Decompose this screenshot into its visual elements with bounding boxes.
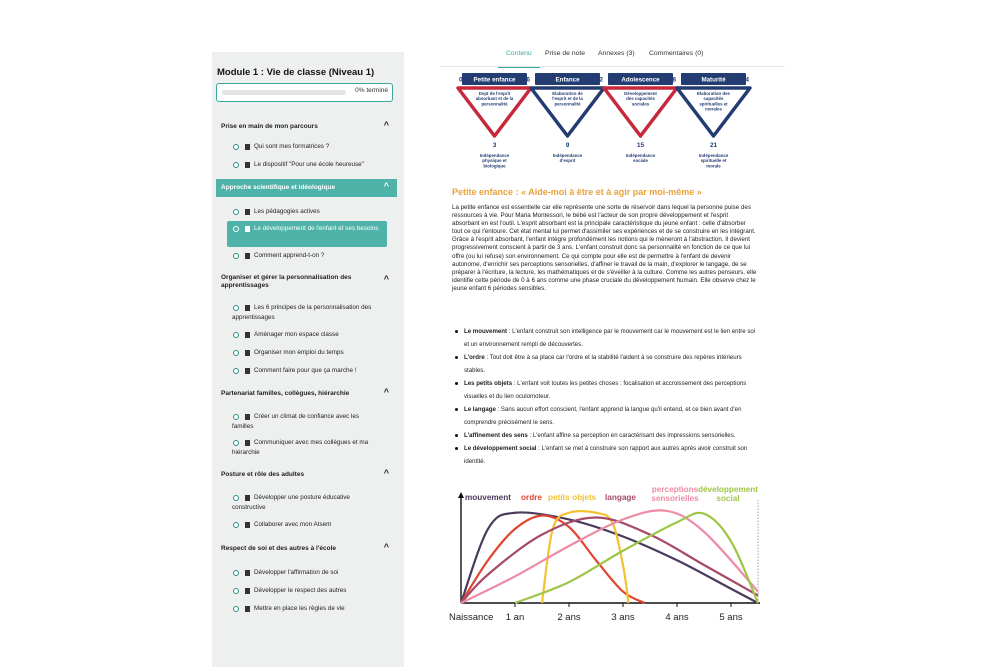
tabs-divider [440, 66, 785, 67]
stage-desc: morales [705, 106, 722, 112]
list-item [452, 325, 757, 351]
document-icon [245, 332, 250, 338]
stage-mid: 9 [565, 142, 570, 149]
tab-commentaires[interactable]: Commentaires (0) [649, 50, 704, 57]
stage-mid-desc: sociale [633, 158, 648, 164]
document-icon [245, 253, 250, 259]
section-title: Prise en main de mon parcours [221, 123, 318, 130]
series-line [515, 513, 758, 603]
item-label: Comment faire pour que ça marche ! [254, 367, 357, 374]
document-icon [245, 350, 250, 356]
series-line [461, 518, 758, 604]
stage-mid-desc: Indépendance [552, 153, 583, 158]
stage-desc: Dvpt de l'esprit [478, 91, 511, 96]
stage-mid-desc: Indépendance [625, 153, 656, 158]
stages-svg [452, 68, 752, 178]
stage-name: Enfance [555, 76, 580, 84]
item-label: Collaborer avec mon Atsem [254, 521, 332, 528]
x-tick-label: Naissance [449, 612, 494, 623]
course-sidebar [212, 52, 404, 667]
circle-icon [233, 332, 239, 338]
bullet-term: L'affinement des sens [464, 432, 528, 439]
circle-icon [233, 350, 239, 356]
bullet-term: Le langage [464, 406, 496, 413]
list-item [452, 351, 757, 377]
legend-label-line: social [716, 494, 740, 503]
section-partenariat[interactable] [216, 385, 397, 399]
document-icon [245, 144, 250, 150]
item-label: Les pédagogies actives [254, 208, 320, 215]
circle-icon [233, 588, 239, 594]
development-stages-diagram [452, 68, 752, 178]
item-label: Aménager mon espace classe [254, 331, 339, 338]
list-item[interactable] [227, 330, 387, 340]
legend-label [698, 486, 758, 503]
chevron-up-icon[interactable]: ^ [383, 181, 389, 191]
x-tick-label: 2 ans [557, 612, 581, 623]
chevron-up-icon[interactable]: ^ [383, 120, 389, 130]
section-title: Approche scientifique et idéologique [221, 184, 336, 191]
item-label: Développer l'affirmation de soi [254, 569, 339, 576]
bullet-text: : Tout doit être à sa place car l'ordre et la stabilité l'aident à se construire des repères intérieurs stables. [464, 354, 742, 374]
section-organiser[interactable] [216, 269, 397, 291]
bullet-text: : Sans aucun effort conscient, l'enfant apprend la langue qu'il entend, et ce bien avant d'en comprendre précisément le sens. [464, 406, 742, 426]
stage-mid-desc: biologique [483, 163, 506, 169]
section-title: Organiser et gérer la personnalisation des apprentissages [221, 274, 352, 289]
stage-end: 12 [595, 76, 603, 84]
stage-end: 6 [526, 76, 530, 84]
stage-desc: personnalité [481, 101, 508, 107]
list-item [452, 403, 757, 429]
tab-prise-de-note[interactable]: Prise de note [545, 50, 586, 57]
stage-desc: personnalité [554, 101, 581, 107]
circle-icon [233, 570, 239, 576]
chevron-up-icon[interactable]: ^ [383, 542, 389, 552]
section-respect[interactable] [216, 540, 397, 554]
list-item[interactable] [227, 586, 387, 596]
chevron-up-icon[interactable]: ^ [383, 387, 389, 397]
circle-icon [233, 368, 239, 374]
bullet-term: Les petits objets [464, 380, 513, 387]
chevron-up-icon[interactable]: ^ [383, 274, 389, 284]
stage-2 [604, 73, 677, 163]
section-prise-en-main[interactable] [216, 118, 397, 132]
y-axis-arrow [458, 492, 464, 498]
stage-desc: l'esprit et de la [552, 96, 583, 102]
list-item-active[interactable] [227, 221, 387, 247]
bullet-term: Le développement social [464, 445, 537, 452]
stage-mid-desc: morale [706, 163, 721, 169]
section-title: Partenariat familles, collègues, hiérarchie [221, 390, 350, 397]
item-label: Communiquer avec mes collègues et ma hiérarchie [232, 439, 369, 456]
stage-mid: 3 [492, 142, 497, 149]
bullet-text: : L'enfant construit son intelligence par le mouvement car le mouvement est le lien entre soi et un environnement rempli de découvertes. [464, 328, 756, 348]
list-item[interactable] [227, 438, 387, 458]
list-item [452, 377, 757, 403]
bullet-term: L'ordre [464, 354, 485, 361]
item-label: Les 6 principes de la personnalisation des apprentissages [232, 304, 372, 321]
circle-icon [233, 606, 239, 612]
progress-bar [222, 90, 346, 95]
stage-name: Adolescence [621, 76, 660, 84]
progress-box [216, 83, 393, 102]
stage-desc: Elaboration de [552, 91, 583, 96]
stage-mid: 15 [636, 142, 645, 149]
list-item[interactable] [227, 493, 387, 513]
chart-svg [445, 486, 770, 631]
circle-icon [233, 209, 239, 215]
stage-desc: capacités [703, 96, 724, 102]
list-item[interactable] [227, 366, 387, 376]
item-label: Mettre en place les règles de vie [254, 605, 345, 612]
document-icon [245, 606, 250, 612]
section-approche-scientifique[interactable] [216, 179, 397, 197]
bullet-text: : L'enfant se met à construire son rapport aux autres après avoir construit son identité. [464, 445, 748, 465]
bullet-text: : L'enfant voit toutes les petites choses : focalisation et accroissement des perceptions visuelles et du lien oculomoteur. [464, 380, 747, 400]
stage-name: Petite enfance [473, 76, 516, 84]
stage-desc: absorbant et de la [475, 96, 514, 102]
stage-start: 0 [459, 76, 463, 84]
stage-mid-desc: spirituelle et [700, 158, 727, 164]
stage-1 [531, 73, 604, 163]
stage-3 [677, 73, 750, 168]
content-tabs [440, 44, 785, 68]
list-item[interactable] [227, 251, 387, 261]
stage-end: 24 [741, 76, 749, 84]
section-title: Respect de soi et des autres à l'école [221, 545, 336, 552]
bullet-text: : L'enfant affine sa perception en caractérisant des impressions sensorielles. [527, 432, 736, 439]
list-item [452, 429, 757, 442]
stage-mid: 21 [709, 142, 718, 149]
circle-icon [233, 253, 239, 259]
section-title: Posture et rôle des adultes [221, 471, 305, 478]
stage-desc: des capacités [626, 96, 655, 102]
circle-icon [233, 522, 239, 528]
item-label: Organiser mon emploi du temps [254, 349, 344, 356]
stage-desc: Elaboration des [697, 91, 730, 96]
stage-end: 18 [668, 76, 676, 84]
item-label: Créer un climat de confiance avec les familles [232, 413, 359, 430]
list-item[interactable] [227, 348, 387, 358]
section-posture[interactable] [216, 466, 397, 480]
sensitive-periods-chart [445, 486, 770, 631]
tab-annexes[interactable]: Annexes (3) [598, 50, 635, 57]
x-tick-label: 3 ans [611, 612, 635, 623]
module-title: Module 1 : Vie de classe (Niveau 1) [217, 67, 375, 78]
legend-label: petits objets [548, 493, 597, 502]
lesson-content [440, 68, 770, 667]
sensitive-periods-list [452, 325, 757, 468]
stage-mid-desc: Indépendance [698, 153, 729, 158]
list-item[interactable] [227, 207, 387, 217]
item-label: Développer le respect des autres [254, 587, 347, 594]
section-heading: Petite enfance : « Aide-moi à être et à agir par moi-même » [452, 187, 702, 197]
body-paragraph: La petite enfance est essentielle car elle représente une sorte de réservoir dans lequel la personne puise des ressources à vie. Pour Maria Montessori, le bébé est l'acteur de son propre développement et l'esprit absorbant en est l'outil. L'esprit absorbant est la principale caractéristique du jeune enfant : celle d'absorber tout ce qui l'entoure. Cet état mental lui permet d'assimiler ses expériences et de se construire en les intégrant. Grâce à l'esprit absorbant, l'enfant intègre profondément les notions qui le mèneront à l'abstraction. Il devient progressivement conscient à partir de 3 ans. L'enfant construit donc sa personnalité en fonction de ce que lui offre (ou lui refuse) son environnement. Ce qui compte pour elle est de permettre à l'enfant de devenir autonome, d'enrichir ses perceptions sensorielles, d'affiner le travail de la main, d'explorer le langage, de se préparer à l'écriture, la lecture, les mathématiques et de s'éveiller à la culture. Comme les autres penseurs, elle identifie cette période de 0 à 6 ans comme une phase cruciale du développement humain. Elle observe chez le jeune enfant 6 périodes sensibles. [452, 204, 757, 292]
stage-desc: sociales [631, 101, 650, 107]
chevron-up-icon[interactable]: ^ [383, 468, 389, 478]
legend-label-line: sensorielles [651, 494, 699, 503]
progress-text: 0% terminé [355, 87, 388, 94]
legend-label: ordre [521, 493, 542, 502]
circle-icon [233, 162, 239, 168]
list-item[interactable] [227, 412, 387, 432]
list-item[interactable] [227, 160, 387, 170]
bullet-term: Le mouvement [464, 328, 508, 335]
stage-0 [458, 73, 531, 168]
document-icon [245, 209, 250, 215]
list-item[interactable] [227, 604, 387, 614]
document-icon [245, 588, 250, 594]
document-icon [245, 570, 250, 576]
item-label: Le développement de l'enfant et ses besoins [254, 225, 379, 232]
stage-mid-desc: d'esprit [559, 158, 576, 164]
x-tick-label: 5 ans [719, 612, 743, 623]
item-label: Qui sont mes formatrices ? [254, 143, 330, 150]
list-item [452, 442, 757, 468]
x-tick-label: 1 an [505, 612, 525, 623]
x-tick-label: 4 ans [665, 612, 689, 623]
legend-label [651, 486, 699, 503]
document-icon [245, 368, 250, 374]
list-item[interactable] [227, 142, 387, 152]
stage-name: Maturité [701, 76, 726, 84]
stage-desc: Développement [624, 91, 657, 96]
list-item[interactable] [227, 303, 387, 323]
stage-desc: spirituelles et [699, 101, 728, 107]
document-icon [245, 162, 250, 168]
legend-label-line: développement [697, 486, 759, 494]
item-label: Comment apprend-t-on ? [254, 252, 325, 259]
item-label: Développer une posture éducative constructive [232, 494, 350, 511]
stage-mid-desc: physique et [482, 158, 507, 164]
stage-mid-desc: Indépendance [479, 153, 510, 158]
list-item[interactable] [227, 568, 387, 578]
circle-icon [233, 144, 239, 150]
tab-contenu[interactable]: Contenu [506, 50, 532, 57]
legend-label: mouvement [465, 493, 511, 502]
series-line [461, 510, 758, 603]
legend-label-line: perceptions [651, 486, 699, 494]
list-item[interactable] [227, 520, 387, 530]
item-label: Le dispositif "Pour une école heureuse" [254, 161, 364, 168]
document-icon [245, 522, 250, 528]
legend-label: langage [605, 493, 636, 502]
